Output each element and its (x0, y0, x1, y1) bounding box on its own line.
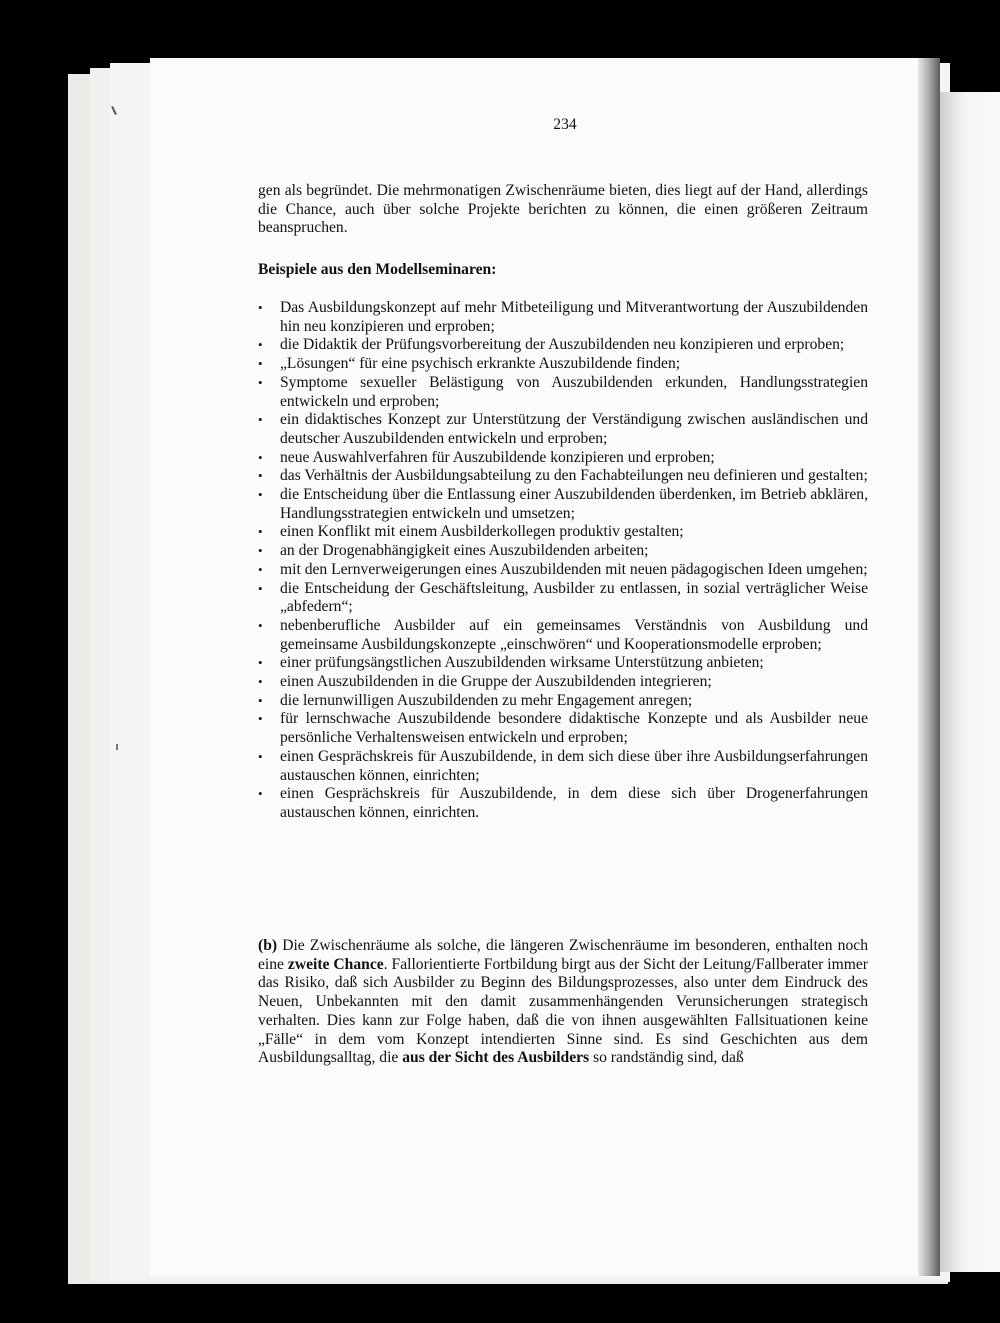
list-item-text: „Lösungen“ für eine psychisch erkrankte Auszubildende finden; (280, 355, 681, 373)
list-item-text: für lernschwache Auszubildende besondere didaktische Konzepte und als Ausbilder neue persönliche Verhaltensweisen entwickeln und erproben; (280, 710, 868, 747)
list-item-text: mit den Lernverweigerungen eines Auszubildenden mit neuen pädagogischen Ideen umgehen; (280, 560, 868, 578)
list-item (258, 467, 868, 486)
list-item (258, 710, 868, 747)
list-item-text: nebenberufliche Ausbilder auf ein gemeinsames Verständnis von Ausbildung und gemeinsame Ausbildungskonzepte „einschwören“ und Kooperationsmodelle erproben; (280, 616, 868, 653)
paragraph-text: . Fallorientierte Fortbildung birgt aus der Sicht der Leitung/Fallberater immer das Risiko, daß sich Ausbilder zu Beginn des Bildungsprozesses, also unter dem Eindruck des Neuen, Unbekannten mit den damit zusammenhängenden Verunsicherungen strategisch verhalten. Dies kann zur Folge haben, daß die von ihnen ausgewählten Fallsituationen keine „Fälle“ in dem vom Konzept intendierten Sinne sind. Es sind Geschichten aus dem Ausbildungsalltag, die (258, 955, 868, 1067)
list-item-text: die Entscheidung der Geschäftsleitung, Ausbilder zu entlassen, in sozial verträglicher Weise „abfedern“; (280, 579, 868, 616)
bullet-icon: • (258, 748, 263, 764)
list-item (258, 336, 868, 355)
bullet-icon: • (258, 449, 263, 465)
list-item-text: Das Ausbildungskonzept auf mehr Mitbeteiligung und Mitverantwortung der Auszubildenden hin neu konzipieren und erproben; (280, 299, 868, 335)
list-item (258, 785, 868, 822)
emphasis-text: zweite Chance (287, 955, 384, 973)
list-item-text: das Verhältnis der Ausbildungsabteilung zu den Fachabteilungen neu definieren und gestalten; (280, 467, 868, 485)
list-item (258, 486, 868, 523)
bullet-icon: • (258, 674, 263, 690)
example-list (258, 299, 868, 823)
facing-page-edge (940, 92, 1000, 1272)
list-item (258, 561, 868, 580)
bullet-icon: • (258, 356, 263, 372)
list-item (258, 374, 868, 411)
list-item-text: einen Auszubildenden in die Gruppe der Auszubildenden integrieren; (280, 673, 712, 691)
list-item (258, 449, 868, 468)
paragraph-text: so randständig sind, daß (589, 1049, 744, 1067)
page-number: 234 (553, 116, 577, 133)
bullet-icon: • (258, 468, 263, 484)
bullet-icon: • (258, 580, 263, 596)
list-item-text: die lernunwilligen Auszubildenden zu mehr Engagement anregen; (280, 691, 693, 709)
list-item (258, 542, 868, 561)
list-item-text: die Didaktik der Prüfungsvorbereitung der Auszubildenden neu konzipieren und erproben; (280, 336, 845, 354)
bullet-icon: • (258, 300, 263, 315)
scan-artifact (116, 744, 118, 750)
list-item (258, 299, 868, 336)
list-item-text: Symptome sexueller Belästigung von Auszubildenden erkunden, Handlungsstrategien entwickeln und erproben; (280, 373, 868, 410)
bullet-icon: • (258, 617, 263, 633)
intro-paragraph: gen als begründet. Die mehrmonatigen Zwischenräume bieten, dies liegt auf der Hand, allerdings die Chance, auch über solche Projekte berichten zu können, die einen größeren Zeitraum beanspruchen. (258, 182, 868, 237)
list-item-text: einer prüfungsängstlichen Auszubildenden wirksame Unterstützung anbieten; (280, 654, 764, 672)
bullet-icon: • (258, 487, 263, 503)
bullet-icon: • (258, 374, 263, 390)
list-item (258, 654, 868, 673)
paragraph-text: Die Zwischenräume als solche, die längeren Zwischenräume im besonderen, enthalten noch eine (258, 937, 868, 973)
list-item (258, 523, 868, 542)
spine-shadow (918, 58, 940, 1276)
list-item (258, 617, 868, 654)
bullet-icon: • (258, 655, 263, 671)
list-item-text: ein didaktisches Konzept zur Unterstützung der Verständigung zwischen ausländischen und deutscher Auszubildenden entwickeln und erproben; (280, 411, 868, 447)
list-item-text: einen Gesprächskreis für Auszubildende, in dem sich diese über ihre Ausbildungserfahrungen austauschen können, einrichten; (280, 747, 868, 784)
list-item-text: an der Drogenabhängigkeit eines Auszubildenden arbeiten; (280, 542, 649, 560)
bullet-icon: • (258, 692, 263, 708)
list-item-text: neue Auswahlverfahren für Auszubildende konzipieren und erproben; (280, 448, 715, 466)
section-heading: Beispiele aus den Modellseminaren: (258, 261, 497, 278)
emphasis-text: aus der Sicht des Ausbilders (402, 1049, 590, 1067)
list-item-text: die Entscheidung über die Entlassung einer Auszubildenden überdenken, im Betrieb abklären, Handlungsstrategien entwickeln und umsetzen; (280, 486, 868, 522)
bullet-icon: • (258, 711, 263, 727)
bullet-icon: • (258, 412, 263, 428)
list-item (258, 355, 868, 374)
bullet-icon: • (258, 337, 263, 353)
bullet-icon: • (258, 543, 263, 559)
list-item (258, 580, 868, 617)
list-item (258, 692, 868, 711)
list-item (258, 673, 868, 692)
paragraph-b (258, 937, 868, 1068)
bullet-icon: • (258, 786, 263, 802)
list-item-text: einen Konflikt mit einem Ausbilderkollegen produktiv gestalten; (280, 523, 684, 541)
paragraph-label: (b) (258, 937, 278, 954)
list-item (258, 748, 868, 785)
bullet-icon: • (258, 524, 263, 540)
list-item (258, 411, 868, 448)
bullet-icon: • (258, 561, 263, 577)
list-item-text: einen Gesprächskreis für Auszubildende, in dem diese sich über Drogenerfahrungen austauschen können, einrichten. (280, 785, 868, 821)
